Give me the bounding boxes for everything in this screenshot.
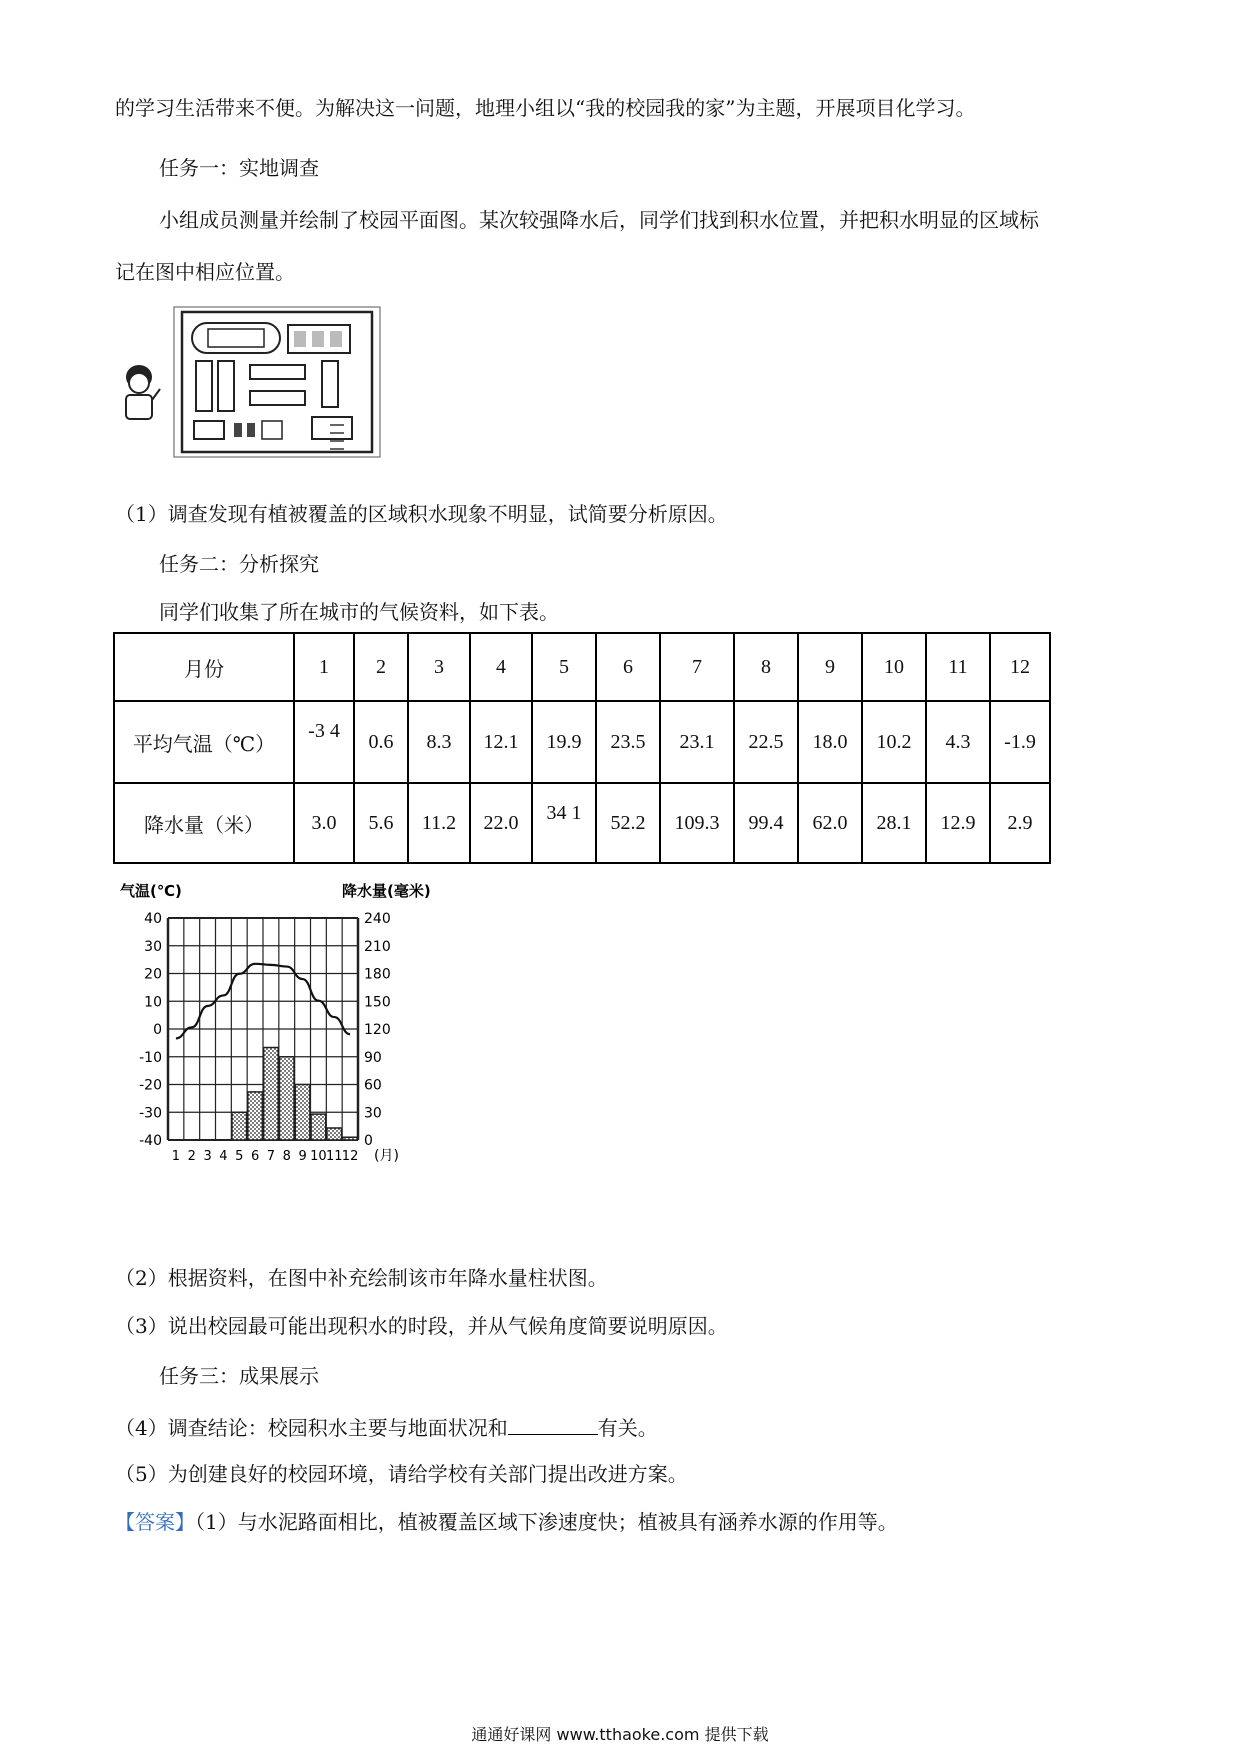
precip-bar	[295, 1085, 310, 1141]
table-row-months	[114, 633, 1050, 701]
answer-blank[interactable]	[508, 1412, 598, 1435]
table-header-label: 月份	[114, 633, 294, 701]
table-cell-temp: 10.2	[862, 701, 926, 783]
question-2: （2）根据资料，在图中补充绘制该市年降水量柱状图。	[115, 1266, 608, 1290]
table-cell-precip: 109.3	[660, 783, 734, 863]
y-right-tick-label: 210	[364, 938, 391, 955]
y-left-tick-label: -30	[139, 1105, 162, 1122]
precip-bar	[232, 1112, 247, 1140]
y-right-tick-label: 120	[364, 1022, 391, 1038]
y-right-tick-label: 60	[364, 1077, 382, 1094]
task1-desc-line1: 小组成员测量并绘制了校园平面图。某次较强降水后，同学们找到积水位置，并把积水明显的区域标	[159, 208, 1039, 232]
y-left-tick-label: -20	[139, 1077, 162, 1094]
question-4	[115, 1412, 658, 1442]
table-cell-precip: 12.9	[926, 783, 990, 863]
task1-heading: 任务一：实地调查	[159, 156, 319, 180]
table-cell-temp: 23.5	[596, 701, 660, 783]
table-cell-month: 5	[532, 633, 596, 701]
question-3: （3）说出校园最可能出现积水的时段，并从气候角度简要说明原因。	[115, 1314, 728, 1338]
table-cell-temp: 12.1	[470, 701, 532, 783]
climate-table	[113, 632, 1051, 864]
campus-map-figure	[112, 305, 402, 460]
table-cell-temp: 18.0	[798, 701, 862, 783]
intro-tail: 的学习生活带来不便。为解决这一问题，地理小组以“我的校园我的家”为主题，开展项目化学习。	[115, 96, 976, 120]
table-cell-temp: 23.1	[660, 701, 734, 783]
table-cell-precip: 11.2	[408, 783, 470, 863]
x-tick-label: 2	[187, 1149, 196, 1164]
y-right-tick-label: 30	[364, 1105, 382, 1122]
x-tick-label: 11	[325, 1149, 343, 1164]
precip-bar	[327, 1128, 342, 1140]
chart-left-axis-label: 气温(℃)	[120, 882, 182, 900]
table-cell-month: 8	[734, 633, 798, 701]
y-right-tick-label: 0	[364, 1133, 373, 1149]
y-left-tick-label: 10	[144, 994, 162, 1011]
question-4-suffix: 有关。	[597, 1416, 658, 1440]
task3-heading: 任务三：成果展示	[159, 1364, 319, 1388]
task2-desc: 同学们收集了所在城市的气候资料，如下表。	[159, 600, 559, 624]
x-tick-label: 5	[235, 1149, 244, 1164]
table-cell-precip: 52.2	[596, 783, 660, 863]
chart-right-axis-label: 降水量(毫米)	[342, 882, 431, 900]
table-temp-label: 平均气温（℃）	[114, 701, 294, 783]
answer-line	[115, 1508, 898, 1536]
precip-bar	[248, 1092, 263, 1140]
table-cell-precip: 34 1	[532, 783, 596, 863]
question-4-prefix: （4）调查结论：校园积水主要与地面状况和	[115, 1416, 508, 1440]
table-cell-month: 7	[660, 633, 734, 701]
y-right-tick-label: 240	[364, 911, 391, 927]
table-cell-temp: 19.9	[532, 701, 596, 783]
footer-action: 提供下载	[704, 1725, 769, 1744]
y-left-tick-label: -10	[139, 1049, 162, 1066]
x-tick-label: 7	[266, 1149, 276, 1164]
question-5: （5）为创建良好的校园环境，请给学校有关部门提出改进方案。	[115, 1462, 688, 1486]
x-tick-label: 9	[298, 1149, 307, 1164]
x-unit-label: (月)	[374, 1148, 399, 1164]
x-tick-label: 10	[310, 1149, 327, 1164]
table-cell-month: 9	[798, 633, 862, 701]
x-tick-label: 1	[171, 1149, 181, 1164]
precip-bar	[311, 1114, 326, 1140]
table-cell-month: 3	[408, 633, 470, 701]
precip-bar	[264, 1048, 279, 1141]
precip-bar	[343, 1137, 358, 1140]
y-right-tick-label: 90	[364, 1049, 382, 1066]
x-tick-label: 3	[203, 1149, 212, 1164]
table-cell-temp: 4.3	[926, 701, 990, 783]
table-cell-precip: 62.0	[798, 783, 862, 863]
table-cell-month: 11	[926, 633, 990, 701]
task2-heading: 任务二：分析探究	[159, 552, 319, 576]
answer-1: （1）与水泥路面相比，植被覆盖区域下渗速度快；植被具有涵养水源的作用等。	[195, 1510, 898, 1534]
y-left-tick-label: 0	[153, 1022, 162, 1038]
table-cell-month: 4	[470, 633, 532, 701]
y-left-tick-label: -40	[139, 1133, 162, 1149]
climate-chart	[110, 880, 470, 1240]
x-tick-label: 12	[341, 1149, 359, 1164]
table-cell-precip: 2.9	[990, 783, 1050, 863]
table-cell-temp: -3 4	[294, 701, 354, 783]
table-cell-month: 1	[294, 633, 354, 701]
table-cell-precip: 3.0	[294, 783, 354, 863]
precip-bar	[279, 1057, 294, 1140]
answer-tag: 【答案】	[115, 1510, 195, 1534]
x-tick-label: 6	[250, 1149, 260, 1164]
table-row-temperature	[114, 701, 1050, 783]
task1-desc-line2: 记在图中相应位置。	[115, 260, 295, 284]
table-precip-label: 降水量（米）	[114, 783, 294, 863]
y-left-tick-label: 30	[144, 938, 162, 955]
cartoon-student-icon	[126, 365, 160, 419]
y-right-tick-label: 150	[364, 994, 391, 1011]
page-footer	[0, 1722, 1240, 1745]
question-1: （1）调查发现有植被覆盖的区域积水现象不明显，试简要分析原因。	[115, 502, 728, 526]
table-cell-month: 10	[862, 633, 926, 701]
table-cell-temp: -1.9	[990, 701, 1050, 783]
table-cell-temp: 0.6	[354, 701, 408, 783]
footer-url: www.tthaoke.com	[556, 1725, 700, 1744]
table-cell-precip: 99.4	[734, 783, 798, 863]
x-tick-label: 4	[219, 1149, 228, 1164]
table-cell-month: 6	[596, 633, 660, 701]
y-right-tick-label: 180	[364, 966, 391, 983]
table-cell-precip: 28.1	[862, 783, 926, 863]
table-cell-month: 12	[990, 633, 1050, 701]
table-cell-temp: 8.3	[408, 701, 470, 783]
table-cell-temp: 22.5	[734, 701, 798, 783]
y-left-tick-label: 20	[144, 966, 162, 983]
table-row-precip	[114, 783, 1050, 863]
x-tick-label: 8	[282, 1149, 291, 1164]
table-cell-month: 2	[354, 633, 408, 701]
footer-site: 通通好课网	[471, 1725, 552, 1744]
y-left-tick-label: 40	[144, 911, 162, 927]
table-cell-precip: 5.6	[354, 783, 408, 863]
table-cell-precip: 22.0	[470, 783, 532, 863]
